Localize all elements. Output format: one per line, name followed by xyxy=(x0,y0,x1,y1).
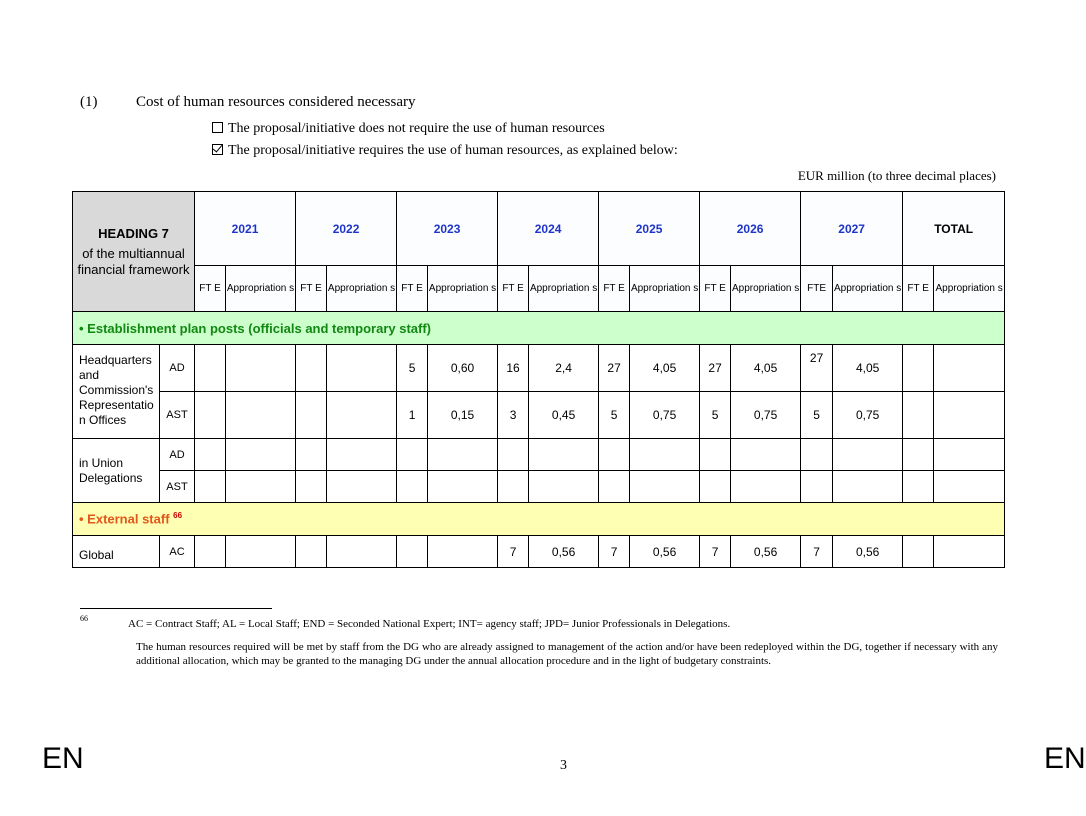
heading7-subtitle: of the multiannual financial framework xyxy=(77,245,190,277)
table-row xyxy=(73,345,1005,392)
option-no-hr-text: The proposal/initiative does not require the use of human resources xyxy=(228,121,605,136)
value-cell: 0,75 xyxy=(833,392,903,439)
total-header: TOTAL xyxy=(903,192,1005,266)
option-hr-required-text: The proposal/initiative requires the use of human resources, as explained below: xyxy=(228,143,678,158)
fte-subheader: FT E xyxy=(195,266,226,312)
value-cell: 0,56 xyxy=(731,536,801,568)
year-header: 2026 xyxy=(700,192,801,266)
language-label: EN xyxy=(42,742,84,775)
value-cell: 7 xyxy=(498,536,529,568)
year-header: 2025 xyxy=(599,192,700,266)
page-number: 3 xyxy=(560,758,567,773)
section-title-text: Cost of human resources considered necessary xyxy=(136,94,416,110)
value-cell xyxy=(903,536,934,568)
appropriations-subheader: Appropriation s xyxy=(529,266,599,312)
value-cell: 5 xyxy=(801,392,833,439)
value-cell: 4,05 xyxy=(731,345,801,392)
value-cell: 0,56 xyxy=(630,536,700,568)
category-cell: AST xyxy=(160,392,195,439)
appropriations-subheader: Appropriation s xyxy=(731,266,801,312)
value-cell xyxy=(397,536,428,568)
table-row xyxy=(73,471,1005,503)
value-cell xyxy=(934,392,1005,439)
option-no-hr[interactable] xyxy=(212,121,605,137)
section-number: (1) xyxy=(80,94,98,110)
category-cell: AD xyxy=(160,345,195,392)
external-staff-row xyxy=(73,503,1005,536)
value-cell: 0,45 xyxy=(529,392,599,439)
footnote-ref[interactable]: 66 xyxy=(173,511,183,521)
value-cell: 0,56 xyxy=(529,536,599,568)
fte-subheader: FT E xyxy=(296,266,327,312)
appropriations-subheader: Appropriation s xyxy=(833,266,903,312)
footnote-text: AC = Contract Staff; AL = Local Staff; END = Seconded National Expert; INT= agency staff; JPD= Junior Professionals in Delegations. xyxy=(128,618,731,630)
value-cell: 4,05 xyxy=(630,345,700,392)
value-cell xyxy=(327,392,397,439)
value-cell: 0,56 xyxy=(833,536,903,568)
heading7-cell xyxy=(73,192,195,312)
value-cell xyxy=(903,345,934,392)
category-cell: AD xyxy=(160,439,195,471)
value-cell xyxy=(226,345,296,392)
value-cell: 0,15 xyxy=(428,392,498,439)
year-header: 2024 xyxy=(498,192,599,266)
value-cell xyxy=(903,392,934,439)
value-cell xyxy=(195,392,226,439)
footnote-mark: 66 xyxy=(80,614,88,623)
hq-label: Headquarters and Commission's Representatio n Offices xyxy=(73,345,160,439)
establishment-plan-row: • Establishment plan posts (officials and temporary staff) xyxy=(73,312,1005,345)
value-cell: 0,75 xyxy=(731,392,801,439)
value-cell: 0,60 xyxy=(428,345,498,392)
value-cell xyxy=(226,536,296,568)
year-header: 2027 xyxy=(801,192,903,266)
fte-subheader: FT E xyxy=(903,266,934,312)
global-label: Global xyxy=(73,536,160,568)
value-cell xyxy=(195,536,226,568)
option-hr-required[interactable] xyxy=(212,143,678,159)
table-row xyxy=(73,439,1005,471)
fte-subheader: FT E xyxy=(397,266,428,312)
value-cell: 2,4 xyxy=(529,345,599,392)
checkbox-unchecked-icon[interactable] xyxy=(212,122,223,133)
value-cell: 5 xyxy=(599,392,630,439)
value-cell xyxy=(195,345,226,392)
value-cell xyxy=(934,345,1005,392)
value-cell xyxy=(327,345,397,392)
value-cell xyxy=(428,536,498,568)
footnote-paragraph: The human resources required will be met by staff from the DG who are already assigned to management of the action and/or have been redeployed within the DG, together if necessary with any additional allocation, which may be granted to the managing DG under the annual allocation procedure and in the light of budgetary constraints. xyxy=(136,641,998,667)
value-cell xyxy=(296,392,327,439)
year-header: 2022 xyxy=(296,192,397,266)
fte-subheader: FT E xyxy=(599,266,630,312)
value-cell xyxy=(934,536,1005,568)
value-cell: 0,75 xyxy=(630,392,700,439)
value-cell: 7 xyxy=(599,536,630,568)
fte-subheader: FT E xyxy=(700,266,731,312)
year-header: 2023 xyxy=(397,192,498,266)
value-cell: 5 xyxy=(397,345,428,392)
value-cell xyxy=(226,392,296,439)
value-cell: 4,05 xyxy=(833,345,903,392)
value-cell: 7 xyxy=(801,536,833,568)
footnote-divider xyxy=(80,608,272,609)
value-cell: 27 xyxy=(599,345,630,392)
section-title xyxy=(80,94,416,111)
external-staff-label: • External staff xyxy=(79,511,170,527)
category-cell: AST xyxy=(160,471,195,503)
heading7-title: HEADING 7 xyxy=(98,225,169,241)
table-row xyxy=(73,392,1005,439)
value-cell: 16 xyxy=(498,345,529,392)
value-cell: 7 xyxy=(700,536,731,568)
units-note: EUR million (to three decimal places) xyxy=(797,168,996,183)
category-cell: AC xyxy=(160,536,195,568)
value-cell: 5 xyxy=(700,392,731,439)
language-label-right: EN xyxy=(1044,742,1086,775)
value-cell: 1 xyxy=(397,392,428,439)
table-row xyxy=(73,536,1005,568)
value-cell: 27 xyxy=(801,345,833,392)
appropriations-subheader: Appropriation s xyxy=(327,266,397,312)
value-cell: 3 xyxy=(498,392,529,439)
year-header: 2021 xyxy=(195,192,296,266)
union-delegations-label: in Union Delegations xyxy=(73,439,160,503)
appropriations-subheader: Appropriation s xyxy=(226,266,296,312)
checkbox-checked-icon[interactable] xyxy=(212,144,223,155)
value-cell xyxy=(296,345,327,392)
value-cell xyxy=(327,536,397,568)
fte-subheader: FTE xyxy=(801,266,833,312)
appropriations-subheader: Appropriation s xyxy=(428,266,498,312)
appropriations-subheader: Appropriation s xyxy=(630,266,700,312)
fte-subheader: FT E xyxy=(498,266,529,312)
value-cell: 27 xyxy=(700,345,731,392)
value-cell xyxy=(296,536,327,568)
appropriations-subheader: Appropriation s xyxy=(934,266,1005,312)
human-resources-table xyxy=(72,191,1005,568)
